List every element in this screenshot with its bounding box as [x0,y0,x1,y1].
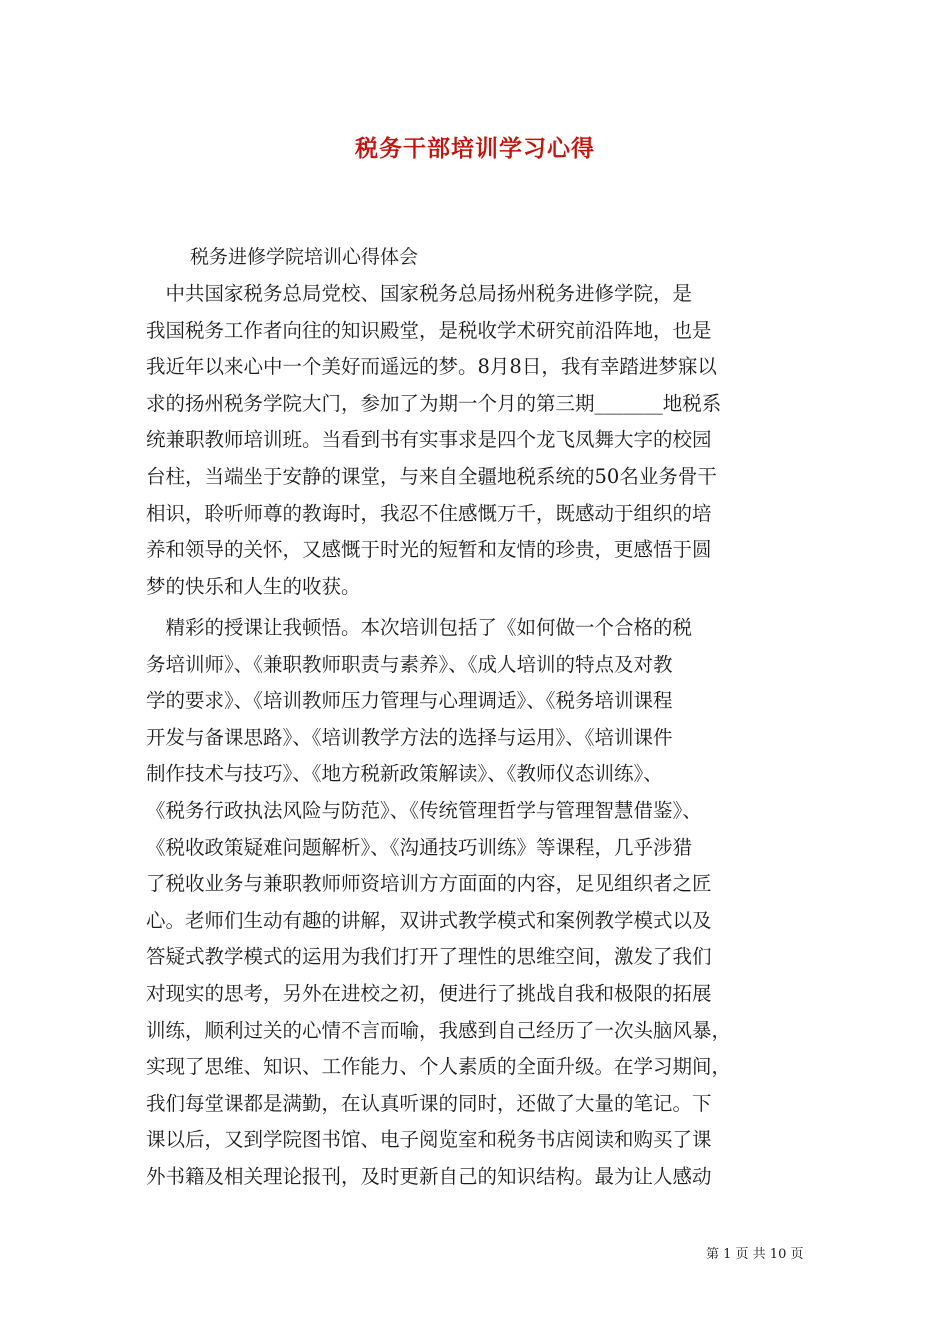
paragraph-line: 对现实的思考，另外在进校之初，便进行了挑战自我和极限的拓展 [146,981,712,1005]
paragraph-line: 制作技术与技巧》、《地方税新政策解读》、《教师仪态训练》、 [146,762,663,786]
paragraph-line: 答疑式教学模式的运用为我们打开了理性的思维空间，激发了我们 [146,945,712,969]
paragraph-line: 我们每堂课都是满勤，在认真听课的同时，还做了大量的笔记。下 [146,1091,712,1115]
document-subtitle: 税务进修学院培训心得体会 [190,246,419,268]
paragraph-line: 统兼职教师培训班。当看到书有实事求是四个龙飞凤舞大字的校园 [146,428,712,452]
paragraph-line: 中共国家税务总局党校、国家税务总局扬州税务进修学院，是 [146,282,693,305]
paragraph-line: 心。老师们生动有趣的讲解，双讲式教学模式和案例教学模式以及 [146,908,712,932]
paragraph-line: 梦的快乐和人生的收获。 [146,574,361,598]
paragraph-line: 了税收业务与兼职教师师资培训方方面面的内容，足见组织者之匠 [146,872,712,896]
paragraph-line: 实现了思维、知识、工作能力、个人素质的全面升级。在学习期间， [146,1055,732,1079]
paragraph-line: 课以后，又到学院图书馆、电子阅览室和税务书店阅读和购买了课 [146,1128,712,1152]
paragraph-line: 养和领导的关怀，又感慨于时光的短暂和友情的珍贵，更感悟于圆 [146,538,712,562]
paragraph-line: 开发与备课思路》、《培训教学方法的选择与运用》、《培训课件 [146,725,673,749]
paragraph-line: 《税收政策疑难问题解析》、《沟通技巧训练》等课程，几乎涉猎 [146,835,693,859]
paragraph-2 [146,610,816,1196]
paragraph-line: 我国税务工作者向往的知识殿堂，是税收学术研究前沿阵地，也是 [146,318,712,342]
paragraph-line: 台柱，当端坐于安静的课堂，与来自全疆地税系统的50名业务骨干 [146,464,717,488]
page-number-footer: 第 1 页 共 10 页 [706,1247,804,1262]
paragraph-line: 外书籍及相关理论报刊，及时更新自己的知识结构。最为让人感动 [146,1164,712,1188]
paragraph-line: 《税务行政执法风险与防范》、《传统管理哲学与管理智慧借鉴》、 [146,798,702,822]
paragraph-line: 学的要求》、《培训教师压力管理与心理调适》、《税务培训课程 [146,689,673,713]
paragraph-line: 相识，聆听师尊的教诲时，我忍不住感慨万千，既感动于组织的培 [146,501,712,525]
paragraph-line: 我近年以来心中一个美好而遥远的梦。8月8日，我有幸踏进梦寐以 [146,355,717,379]
paragraph-1 [146,276,816,605]
paragraph-line: 精彩的授课让我顿悟。本次培训包括了《如何做一个合格的税 [146,616,693,639]
document-title: 税务干部培训学习心得 [355,135,595,162]
paragraph-line: 训练，顺利过关的心情不言而喻，我感到自己经历了一次头脑风暴， [146,1018,732,1042]
paragraph-line: 务培训师》、《兼职教师职责与素养》、《成人培训的特点及对教 [146,652,673,676]
paragraph-line: 求的扬州税务学院大门，参加了为期一个月的第三期_______地税系 [146,391,722,415]
